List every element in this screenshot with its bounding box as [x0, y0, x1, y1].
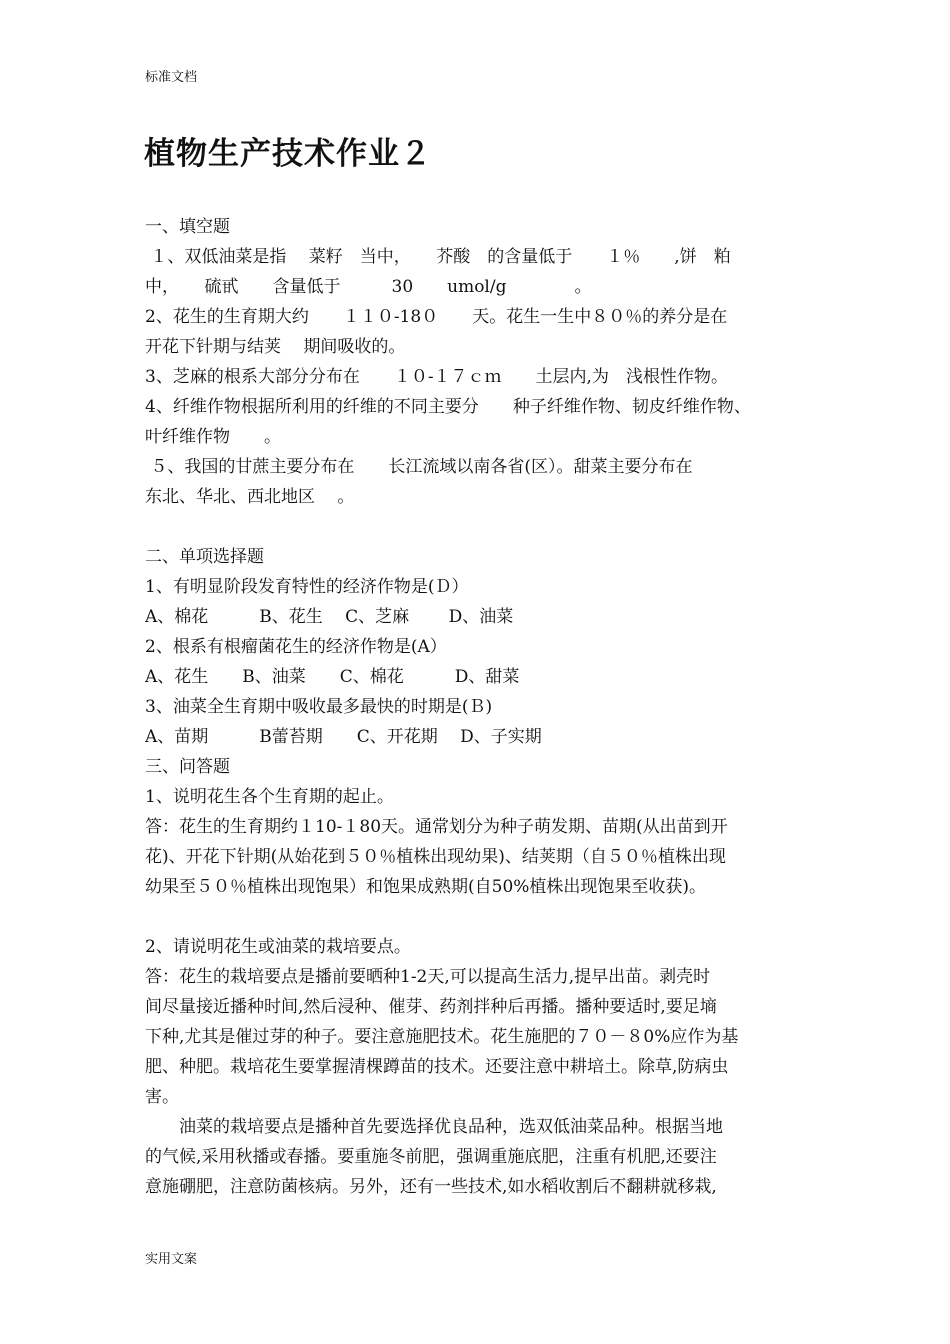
section-heading: 三、问答题: [145, 757, 230, 777]
choice-options: A、苗期 B蕾苔期 C、开花期 D、子实期: [145, 727, 542, 747]
page-header: 标准文档: [145, 70, 198, 85]
answer-line: 油菜的栽培要点是播种首先要选择优良品种，选双低油菜品种。根据当地: [179, 1117, 723, 1137]
fill-blank-line: ５、我国的甘蔗主要分布在 长江流域以南各省(区）。甜菜主要分布在: [145, 457, 693, 477]
fill-blank-line: 开花下针期与结荚 期间吸收的。: [145, 337, 406, 357]
document-body: [145, 212, 810, 1202]
page-footer: 实用文案: [145, 1252, 198, 1267]
fill-blank-line: 叶纤维作物 。: [145, 427, 281, 447]
essay-question: 2、请说明花生或油菜的栽培要点。: [145, 937, 411, 957]
fill-blank-line: 2、花生的生育期大约 １１０-18０ 天。花生一生中８０％的养分是在: [145, 307, 728, 327]
blank-line: [145, 512, 810, 542]
answer-line: 害。: [145, 1087, 179, 1107]
choice-question: 1、有明显阶段发育特性的经济作物是(Ｄ）: [145, 577, 469, 597]
choice-question: 3、油菜全生育期中吸收最多最快的时期是(Ｂ): [145, 697, 493, 717]
answer-line: 的气候,采用秋播或春播。要重施冬前肥，强调重施底肥，注重有机肥,还要注: [145, 1147, 717, 1167]
choice-question: 2、根系有根瘤菌花生的经济作物是(A）: [145, 637, 447, 657]
fill-blank-line: 中， 硫甙 含量低于 30 umol/g 。: [145, 277, 592, 297]
answer-line: 下种,尤其是催过芽的种子。要注意施肥技术。花生施肥的７０－８0%应作为基: [145, 1027, 739, 1047]
answer-line: 答：花生的栽培要点是播前要晒种1-2天,可以提高生活力,提早出苗。剥壳时: [145, 967, 711, 987]
section-heading: 二、单项选择题: [145, 547, 264, 567]
answer-line: 幼果至５０％植株出现饱果）和饱果成熟期(自50%植株出现饱果至收获)。: [145, 877, 707, 897]
fill-blank-line: １、双低油菜是指 菜籽 当中， 芥酸 的含量低于 １％ ,饼 粕: [145, 247, 731, 267]
answer-line: 间尽量接近播种时间,然后浸种、催芽、药剂拌种后再播。播种要适时,要足墒: [145, 997, 717, 1017]
document-title: 植物生产技术作业２: [144, 136, 432, 172]
answer-line: 意施硼肥，注意防菌核病。另外，还有一些技术,如水稻收割后不翻耕就移栽,: [145, 1177, 717, 1197]
essay-question: 1、说明花生各个生育期的起止。: [145, 787, 394, 807]
answer-line: 答：花生的生育期约１10-１80天。通常划分为种子萌发期、苗期(从出苗到开: [145, 817, 728, 837]
answer-line: 肥、种肥。栽培花生要掌握清棵蹲苗的技术。还要注意中耕培土。除草,防病虫: [145, 1057, 729, 1077]
choice-options: A、花生 B、油菜 C、棉花 D、甜菜: [145, 667, 520, 687]
section-heading: 一、填空题: [145, 217, 230, 237]
fill-blank-line: 4、纤维作物根据所利用的纤维的不同主要分 种子纤维作物、韧皮纤维作物、: [145, 397, 751, 417]
answer-line: 花)、开花下针期(从始花到５０％植株出现幼果)、结荚期（自５０％植株出现: [145, 847, 726, 867]
fill-blank-line: 东北、华北、西北地区 。: [145, 487, 355, 507]
choice-options: A、棉花 B、花生 C、芝麻 D、油菜: [145, 607, 514, 627]
fill-blank-line: 3、芝麻的根系大部分分布在 １０-１７ｃｍ 土层内,为 浅根性作物。: [145, 367, 728, 387]
blank-line: [145, 902, 810, 932]
